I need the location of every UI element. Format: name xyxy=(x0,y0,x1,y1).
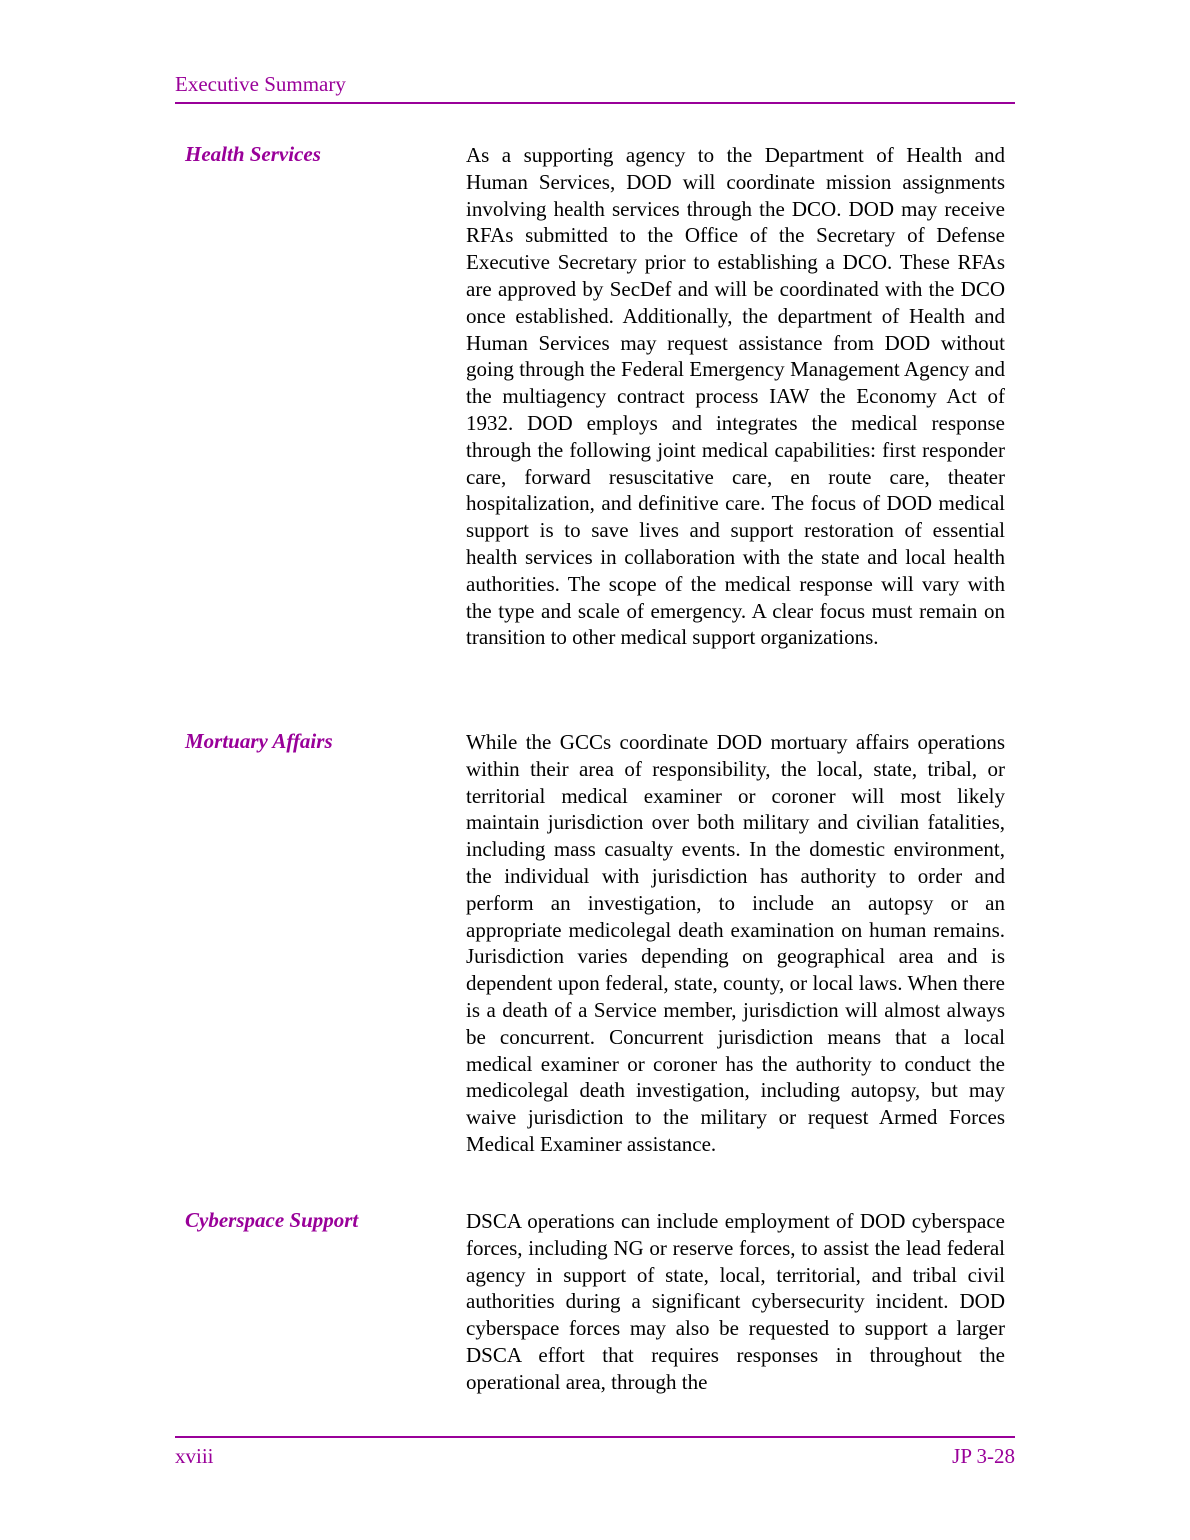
sidebar-heading: Cyberspace Support xyxy=(185,1208,359,1232)
page-footer xyxy=(175,1436,1015,1478)
body-paragraph: DSCA operations can include employment of DOD cyberspace forces, including NG or reserve forces, to assist the lead federal agency in support of state, local, territorial, and tribal civil authorities during a significant cybersecurity incident. DOD cyberspace forces may also be requested to support a larger DSCA effort that requires responses in throughout the operational area, through the xyxy=(466,1209,1005,1394)
page-number: xviii xyxy=(175,1444,214,1468)
sidebar-heading: Mortuary Affairs xyxy=(185,729,333,753)
publication-id: JP 3-28 xyxy=(952,1444,1015,1468)
page-header-title: Executive Summary xyxy=(175,72,346,96)
body-paragraph: As a supporting agency to the Department of Health and Human Services, DOD will coordinate mission assignments involving health services through the DCO. DOD may receive RFAs submitted to the Office of the Secretary of Defense Executive Secretary prior to establishing a DCO. These RFAs are approved by SecDef and will be coordinated with the DCO once established. Additionally, the department of Health and Human Services may request assistance from DOD without going through the Federal Emergency Management Agency and the multiagency contract process IAW the Economy Act of 1932. DOD employs and integrates the medical response through the following joint medical capabilities: first responder care, forward resuscitative care, en route care, theater hospitalization, and definitive care. The focus of DOD medical support is to save lives and support restoration of essential health services in collaboration with the state and local health authorities. The scope of the medical response will vary with the type and scale of emergency. A clear focus must remain on transition to other medical support organizations. xyxy=(466,143,1005,650)
page-header xyxy=(175,70,1015,104)
sidebar-heading: Health Services xyxy=(185,142,321,166)
body-paragraph: While the GCCs coordinate DOD mortuary affairs operations within their area of responsibility, the local, state, tribal, or territorial medical examiner or coroner will most likely maintain jurisdiction over both military and civilian fatalities, including mass casualty events. In the domestic environment, the individual with jurisdiction has authority to order and perform an investigation, to include an autopsy or an appropriate medicolegal death examination on human remains. Jurisdiction varies depending on geographical area and is dependent upon federal, state, county, or local laws. When there is a death of a Service member, jurisdiction will almost always be concurrent. Concurrent jurisdiction means that a local medical examiner or coroner has the authority to conduct the medicolegal death investigation, including autopsy, but may waive jurisdiction to the military or request Armed Forces Medical Examiner assistance. xyxy=(466,730,1005,1156)
